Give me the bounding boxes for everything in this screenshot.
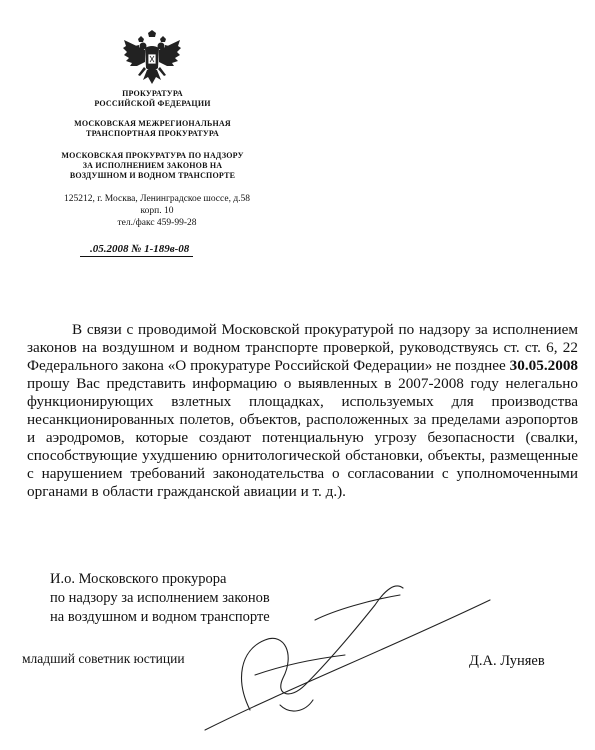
- org-name-prosecutor-office: [40, 89, 265, 109]
- position-line: по надзору за исполнением законов: [50, 590, 270, 606]
- position-line: И.о. Московского прокурора: [50, 571, 227, 587]
- handwritten-signature-icon: [195, 560, 495, 740]
- body-paragraph: [27, 321, 578, 501]
- signatory-name: Д.А. Луняев: [469, 653, 545, 669]
- org-line: МОСКОВСКАЯ МЕЖРЕГИОНАЛЬНАЯ: [74, 119, 231, 128]
- body-text-before-date: В связи с проводимой Московской прокуратурой по надзору за исполнением законов на воздушном и водном транспорте проверкой, руководствуясь ст. ст. 6, 22 Федерального закона «О прокуратуре Российской Федерации» не позднее: [27, 321, 578, 374]
- position-line: на воздушном и водном транспорте: [50, 609, 270, 625]
- address-line: корп. 10: [140, 206, 174, 216]
- org-line: МОСКОВСКАЯ ПРОКУРАТУРА ПО НАДЗОРУ: [61, 151, 244, 160]
- org-address: [42, 193, 272, 229]
- body-text-after-date: прошу Вас представить информацию о выявленных в 2007-2008 году нелегально функционирующих взлетных площадках, используемых для производства несанкционированных полетов, объектов, расположенных за пределами аэропортов и аэродромов, которые создают потенциальную угрозу безопасности (свалки, способствующие ухудшению орнитологической обстановки, объекты, размещенные с нарушением требований законодательства о согласовании с уполномоченными органами в области гражданской авиации и т. д.).: [27, 375, 578, 500]
- double-headed-eagle-emblem-icon: [121, 30, 183, 88]
- org-line: ЗА ИСПОЛНЕНИЕМ ЗАКОНОВ НА: [82, 161, 223, 170]
- deadline-date: 30.05.2008: [509, 357, 578, 374]
- address-line: тел./факс 459-99-28: [117, 218, 197, 228]
- document-number: .05.2008 № 1-189в-08: [80, 243, 193, 257]
- org-name-transport-prosecutor: [40, 119, 265, 139]
- org-line: ВОЗДУШНОМ И ВОДНОМ ТРАНСПОРТЕ: [69, 171, 236, 180]
- org-line: РОССИЙСКОЙ ФЕДЕРАЦИИ: [94, 99, 211, 108]
- signatory-rank: младший советник юстиции: [22, 651, 185, 666]
- org-line: ТРАНСПОРТНАЯ ПРОКУРАТУРА: [86, 129, 219, 138]
- address-line: 125212, г. Москва, Ленинградское шоссе, д.58: [63, 194, 251, 204]
- org-name-moscow-prosecutor: [40, 151, 265, 181]
- org-line: ПРОКУРАТУРА: [122, 89, 183, 98]
- letter-body: [27, 321, 578, 501]
